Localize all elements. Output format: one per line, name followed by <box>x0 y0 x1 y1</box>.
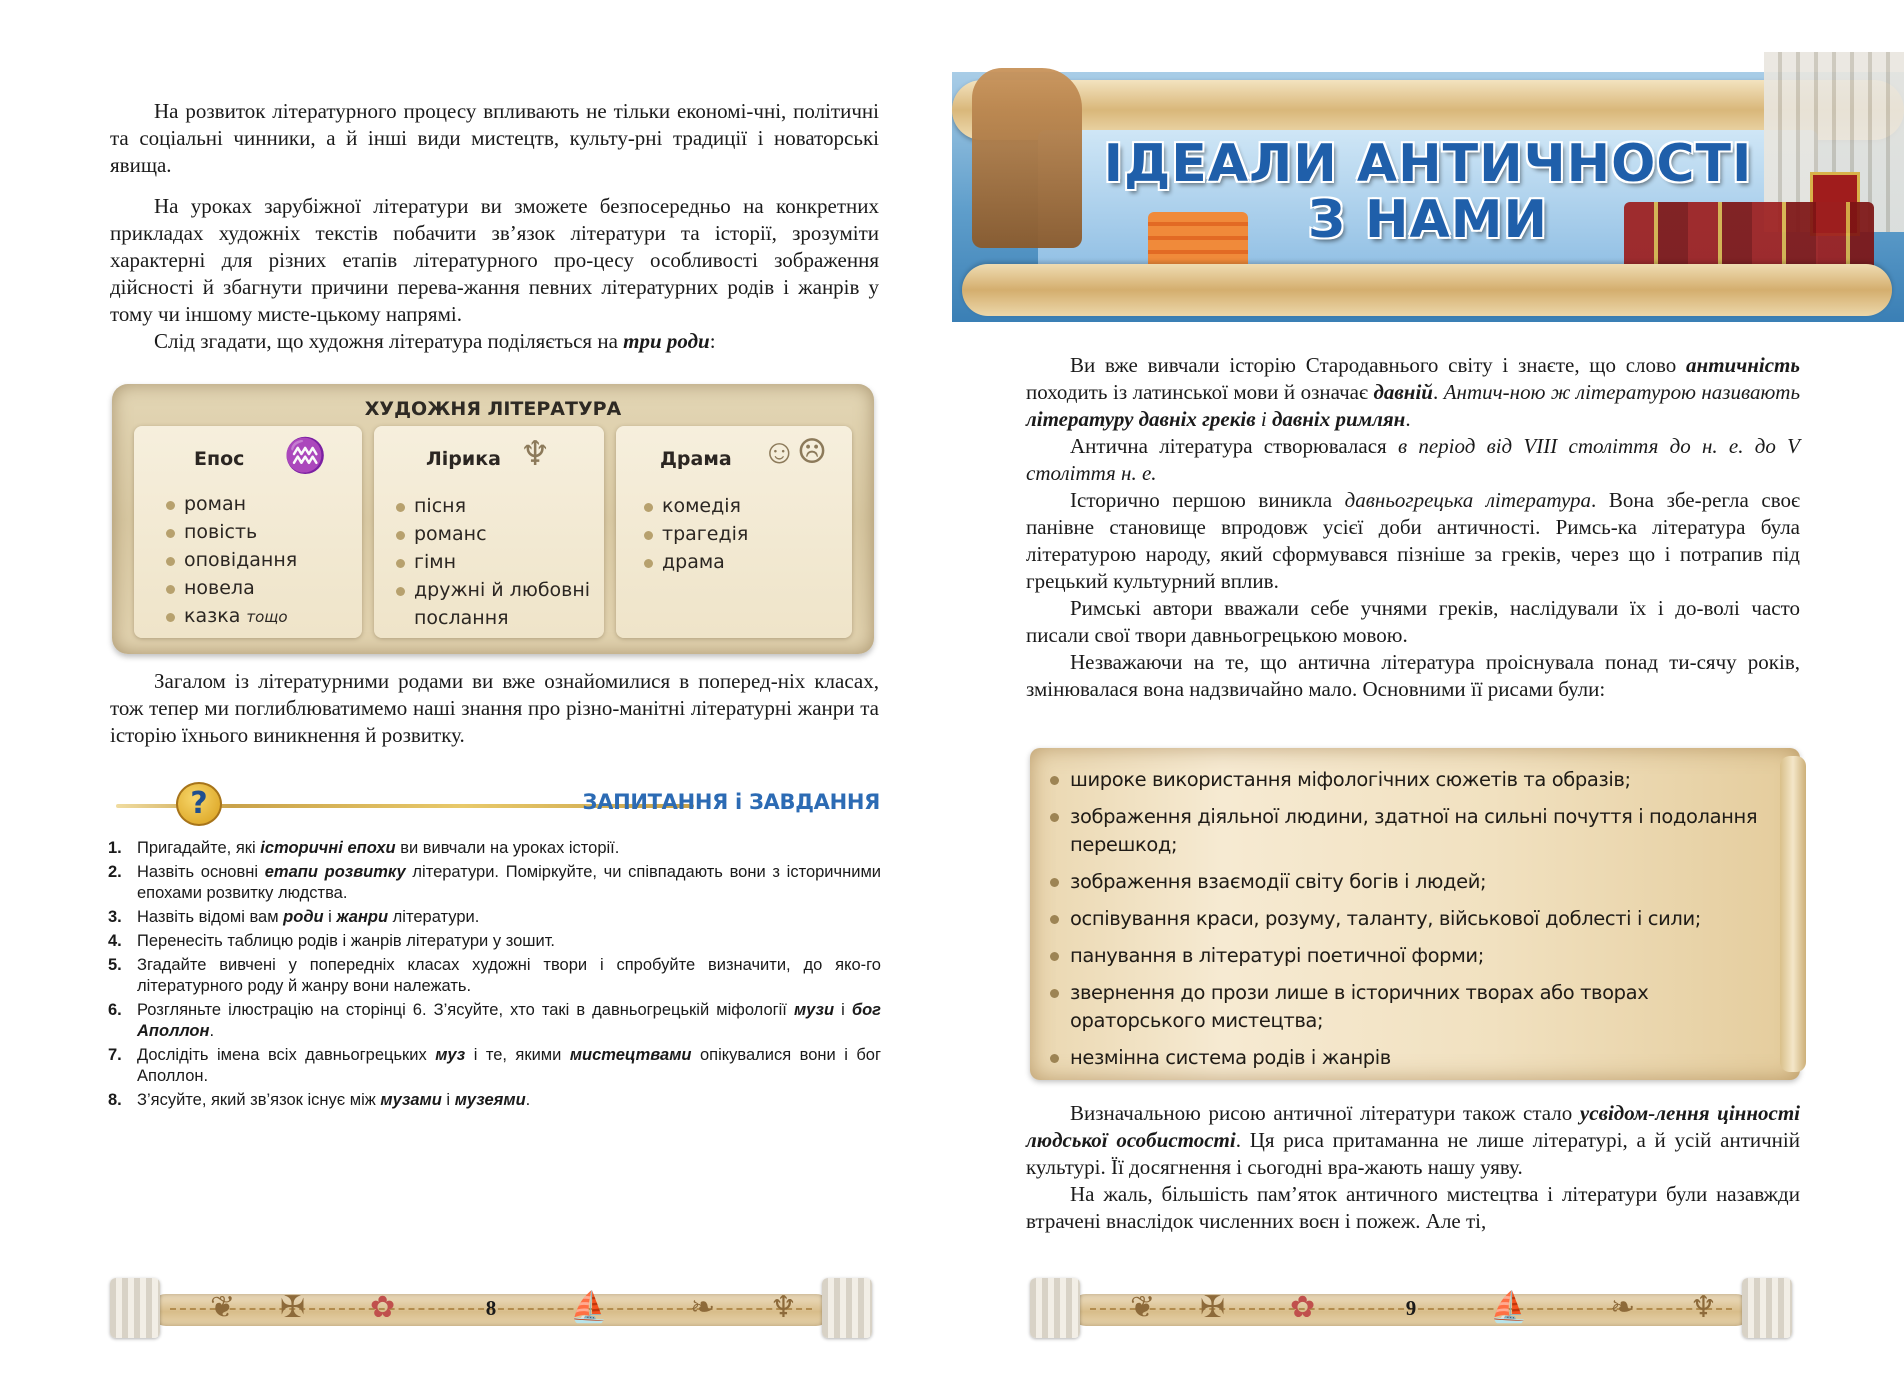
genre-panel <box>112 384 874 654</box>
ornamental-frame <box>962 264 1892 316</box>
list-item: зображення діяльної людини, здатної на сильні почуття і подолання перешкод; <box>1048 803 1768 859</box>
horn-icon: ♒ <box>284 438 327 475</box>
chapter-title: ІДЕАЛИ АНТИЧНОСТІ <box>1103 134 1753 194</box>
question-number: 4. <box>108 932 122 950</box>
list-item: зображення взаємодії світу богів і людей; <box>1048 868 1768 896</box>
list-item: казка тощо <box>164 602 297 631</box>
right-page <box>952 0 1904 1400</box>
list-item: комедія <box>642 492 748 520</box>
question-number: 7. <box>108 1046 122 1064</box>
paragraph: На уроках зарубіжної літератури ви зможете безпосередньо на конкретних прикладах художніх текстів побачити зв’язок літератури та історії, зрозуміти характерні для різних етапів літературного про-цесу особливості зображення дійсності й збагнути причини перева-жання певних літературних родів і жанрів у тому чи іншому мисте-цькому напрямі. <box>110 194 879 326</box>
theatre-masks-icon: ☺☹ <box>762 434 828 471</box>
chapter-text-continued <box>1026 1100 1800 1235</box>
question-item: 4. Перенесіть таблицю родів і жанрів літератури у зошит. <box>108 932 556 950</box>
list-item: гімн <box>394 548 594 576</box>
paragraph: Історично першою виникла давньогрецька література. Вона збе-регла своє панівне становище впродовж усієї доби античності. Римсь-ка література була літературою народу, який сформувався пізніше за греків, через що і потрапив під грецький культурний вплив. <box>1026 488 1801 593</box>
paragraph: Слід згадати, що художня література поділяється на три роди: <box>154 329 716 353</box>
wing-icon: ❧ <box>690 1291 716 1324</box>
list-item: трагедія <box>642 520 748 548</box>
genre-list <box>164 490 297 631</box>
chapter-title: З НАМИ <box>1307 190 1549 250</box>
paragraph: На розвиток літературного процесу впливають не тільки економі-чні, політичні та соціальні чинники, а й інші види мистецтв, культу-рні традиції і новаторські явища. <box>110 99 879 177</box>
question-item: 2. Назвіть основні етапи розвитку літератури. Поміркуйте, чи співпадають вони з історичними епохами розвитку людства. <box>108 863 882 902</box>
genre-panel-title: ХУДОЖНЯ ЛІТЕРАТУРА <box>364 398 622 420</box>
questions-list <box>108 838 881 1114</box>
paragraph: Незважаючи на те, що антична література проіснувала понад ти-сячу років, змінювалася вона надзвичайно мало. Основними її рисами були: <box>1026 650 1800 701</box>
list-item: драма <box>642 548 748 576</box>
questions-title: ЗАПИТАННЯ і ЗАВДАННЯ <box>582 790 880 814</box>
list-item: звернення до прози лише в історичних творах або творах ораторського мистецтва; <box>1048 979 1768 1035</box>
lyre-icon: ♆ <box>1690 1291 1717 1324</box>
question-number: 5. <box>108 956 122 974</box>
lyre-icon: ♆ <box>520 436 551 473</box>
genre-list <box>642 492 748 576</box>
wing-icon: ❦ <box>1130 1291 1156 1324</box>
after-panel-text <box>110 668 879 749</box>
genre-heading: Драма <box>660 448 732 470</box>
list-item: повість <box>164 518 297 546</box>
rose-icon: ✿ <box>370 1291 396 1324</box>
page-number: 9 <box>1405 1296 1417 1320</box>
footer-ornament <box>110 1278 872 1338</box>
sword-icon: ✠ <box>1200 1291 1226 1324</box>
genre-heading: Епос <box>194 448 245 470</box>
paragraph: На жаль, більшість пам’яток античного мистецтва і літератури були назавжди втрачені внаслідок численних воєн і пожеж. Але ті, <box>1026 1182 1800 1233</box>
list-item: широке використання міфологічних сюжетів та образів; <box>1048 766 1768 794</box>
chapter-banner <box>952 52 1904 322</box>
genre-list <box>394 492 594 632</box>
rose-icon: ✿ <box>1290 1291 1316 1324</box>
page-number: 8 <box>485 1296 497 1320</box>
list-item: панування в літературі поетичної форми; <box>1048 942 1768 970</box>
ship-icon: ⛵ <box>570 1291 608 1324</box>
features-panel <box>1030 748 1800 1080</box>
list-item: роман <box>164 490 297 518</box>
chapter-text <box>1026 352 1800 703</box>
features-list <box>1048 766 1768 1081</box>
footer-ornament <box>1030 1278 1792 1338</box>
list-item: романс <box>394 520 594 548</box>
question-number: 2. <box>108 863 122 881</box>
question-item: 3. Назвіть відомі вам роди і жанри літератури. <box>108 908 480 926</box>
list-item: пісня <box>394 492 594 520</box>
lyre-icon: ♆ <box>770 1291 797 1324</box>
intro-text <box>110 98 879 355</box>
genre-column-drama <box>616 426 852 638</box>
question-item: 1. Пригадайте, які історичні епохи ви вивчали на уроках історії. <box>108 839 620 857</box>
note-text: тощо <box>246 608 288 626</box>
paragraph: Ви вже вивчали історію Стародавнього світу і знаєте, що слово античність походить із латинської мови й означає давній. Антич-ною ж літературою називають літературу давніх греків і давніх римлян. <box>1026 353 1800 431</box>
genre-heading: Лірика <box>426 448 501 470</box>
question-number: 6. <box>108 1001 122 1019</box>
question-number: 8. <box>108 1091 122 1109</box>
question-item: 7. Дослідіть імена всіх давньогрецьких муз і те, якими мистецтвами опікувалися вони і бог Аполлон. <box>108 1046 881 1085</box>
wing-icon: ❧ <box>1610 1291 1636 1324</box>
wing-icon: ❦ <box>210 1291 236 1324</box>
list-item: дружні й любовні послання <box>394 576 594 632</box>
list-item: оспівування краси, розуму, таланту, військової доблесті і сили; <box>1048 905 1768 933</box>
question-mark-icon: ? <box>176 782 222 826</box>
genre-column-epos <box>134 426 362 638</box>
questions-header <box>110 780 880 828</box>
paragraph: Римські автори вважали себе учнями греків, наслідували їх і до-волі часто писали свої твори давньогрецькою мовою. <box>1026 596 1800 647</box>
paragraph: Антична література створювалася в період від VIII століття до н. е. до V століття н. е. <box>1026 434 1800 485</box>
paragraph: Загалом із літературними родами ви вже ознайомилися в поперед-ніх класах, тож тепер ми поглиблюватимемо наші знання про різно-манітні літературні жанри та історію їхнього виникнення й розвитку. <box>110 669 879 747</box>
scroll-roll <box>1780 756 1806 1072</box>
list-item: незмінна система родів і жанрів <box>1048 1044 1768 1072</box>
list-item: новела <box>164 574 297 602</box>
question-item: 5. Згадайте вивчені у попередніх класах художні твори і спробуйте визначити, до яко-го літературного роду й жанру вони належать. <box>108 956 881 995</box>
list-item: оповідання <box>164 546 297 574</box>
genre-column-lyric <box>374 426 604 638</box>
paragraph: Визначальною рисою античної літератури також стало усвідом-лення цінності людської особистості. Ця риса притаманна не лише літературі, а й усій античній культурі. Її досягнення і сьогодні вра-жають нашу уяву. <box>1026 1101 1800 1179</box>
sword-icon: ✠ <box>280 1291 306 1324</box>
question-number: 1. <box>108 839 122 857</box>
question-number: 3. <box>108 908 122 926</box>
question-item: 6. Розгляньте ілюстрацію на сторінці 6. З’ясуйте, хто такі в давньогрецькій міфології музи і бог Аполлон. <box>108 1001 881 1040</box>
question-item: 8. З’ясуйте, який зв’язок існує між музами і музеями. <box>108 1091 531 1109</box>
ship-icon: ⛵ <box>1490 1291 1528 1324</box>
